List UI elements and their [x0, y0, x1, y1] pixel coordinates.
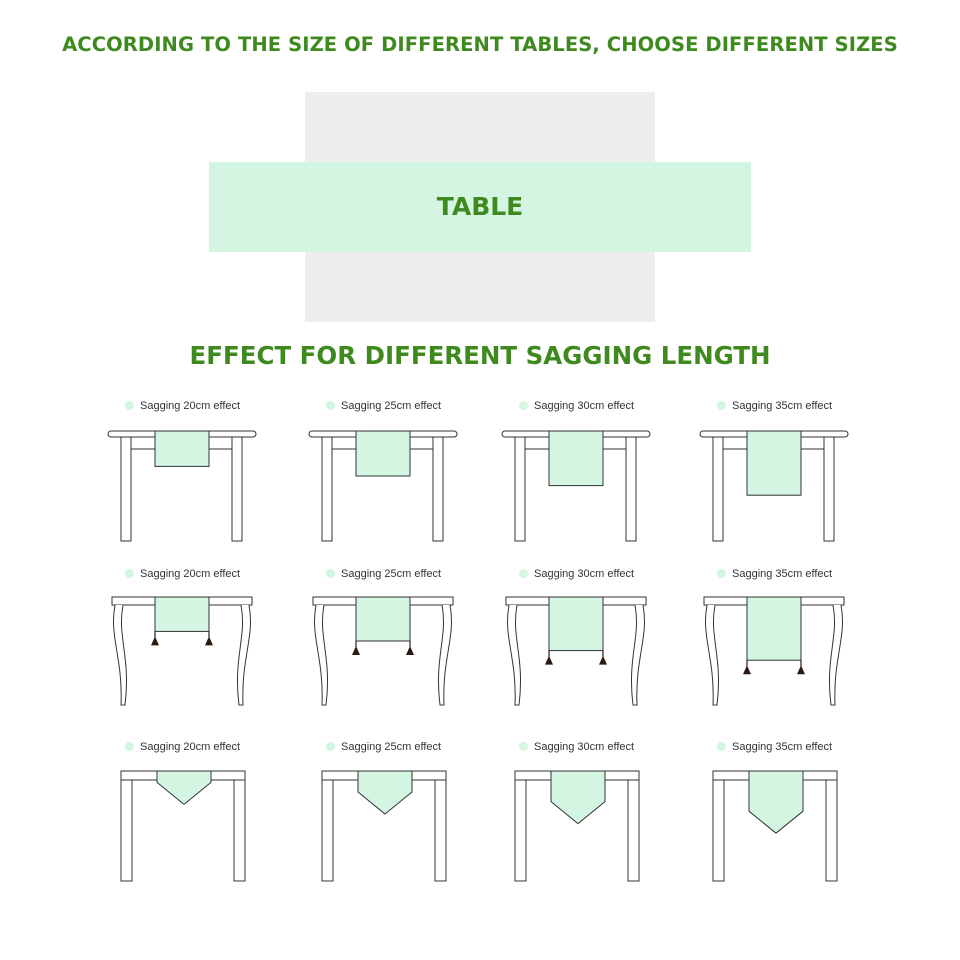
table-illustration: [107, 400, 267, 550]
sagging-caption-text: Sagging 25cm effect: [341, 400, 442, 412]
table-leg-left: [515, 437, 525, 541]
table-runner: [157, 771, 211, 804]
size-guide-heading: ACCORDING TO THE SIZE OF DIFFERENT TABLES, CHOOSE DIFFERENT SIZES: [62, 33, 898, 56]
table-leg-right: [628, 780, 639, 881]
sagging-caption-text: Sagging 35cm effect: [732, 400, 833, 412]
table-illustration: [699, 741, 859, 891]
table-runner: [356, 431, 410, 476]
table-illustration: [699, 400, 859, 550]
tassel-left-icon: [352, 646, 360, 655]
table-illustration: [699, 568, 859, 718]
table-leg-right: [631, 605, 644, 705]
table-leg-left: [322, 780, 333, 881]
sagging-caption-text: Sagging 25cm effect: [341, 741, 442, 753]
table-runner: [749, 771, 803, 833]
table-leg-left: [705, 605, 718, 705]
table-label: TABLE: [436, 192, 524, 221]
table-leg-right: [433, 437, 443, 541]
table-illustration: [501, 400, 661, 550]
table-leg-left: [314, 605, 327, 705]
table-leg-right: [232, 437, 242, 541]
table-runner: [155, 597, 209, 631]
table-leg-right: [824, 437, 834, 541]
table-leg-right: [438, 605, 451, 705]
tassel-left-icon: [151, 636, 159, 645]
table-illustration: [107, 741, 267, 891]
sagging-caption-text: Sagging 35cm effect: [732, 568, 833, 580]
table-leg-left: [515, 780, 526, 881]
table-leg-right: [435, 780, 446, 881]
sagging-effect-heading: EFFECT FOR DIFFERENT SAGGING LENGTH: [189, 341, 771, 370]
sagging-caption-text: Sagging 30cm effect: [534, 400, 635, 412]
table-runner: [551, 771, 605, 824]
table-runner: [747, 431, 801, 495]
sagging-caption-text: Sagging 30cm effect: [534, 741, 635, 753]
table-illustration: [501, 568, 661, 718]
sagging-caption-text: Sagging 35cm effect: [732, 741, 833, 753]
table-leg-left: [713, 437, 723, 541]
table-leg-left: [713, 780, 724, 881]
sagging-caption-text: Sagging 30cm effect: [534, 568, 635, 580]
tassel-left-icon: [743, 665, 751, 674]
table-leg-left: [113, 605, 126, 705]
tassel-right-icon: [797, 665, 805, 674]
table-leg-right: [237, 605, 250, 705]
table-runner: [549, 597, 603, 651]
tassel-right-icon: [406, 646, 414, 655]
tassel-right-icon: [205, 636, 213, 645]
table-illustration: [308, 568, 468, 718]
sagging-caption-text: Sagging 25cm effect: [341, 568, 442, 580]
table-runner: [747, 597, 801, 660]
sagging-caption-text: Sagging 20cm effect: [140, 400, 241, 412]
tassel-left-icon: [545, 656, 553, 665]
table-illustration: [308, 741, 468, 891]
sagging-caption-text: Sagging 20cm effect: [140, 568, 241, 580]
sagging-effect-item: [699, 568, 939, 728]
table-illustration: [501, 741, 661, 891]
table-runner: [155, 431, 209, 466]
tassel-right-icon: [599, 656, 607, 665]
table-leg-left: [121, 437, 131, 541]
table-leg-left: [507, 605, 520, 705]
table-leg-left: [322, 437, 332, 541]
table-runner: [549, 431, 603, 486]
table-leg-right: [829, 605, 842, 705]
table-leg-right: [626, 437, 636, 541]
table-leg-right: [234, 780, 245, 881]
table-runner: [356, 597, 410, 641]
sagging-caption-text: Sagging 20cm effect: [140, 741, 241, 753]
table-leg-right: [826, 780, 837, 881]
table-illustration: [308, 400, 468, 550]
table-runner: [358, 771, 412, 814]
table-leg-left: [121, 780, 132, 881]
sagging-effect-item: [699, 400, 939, 560]
sagging-effect-item: [699, 741, 939, 901]
table-illustration: [107, 568, 267, 718]
